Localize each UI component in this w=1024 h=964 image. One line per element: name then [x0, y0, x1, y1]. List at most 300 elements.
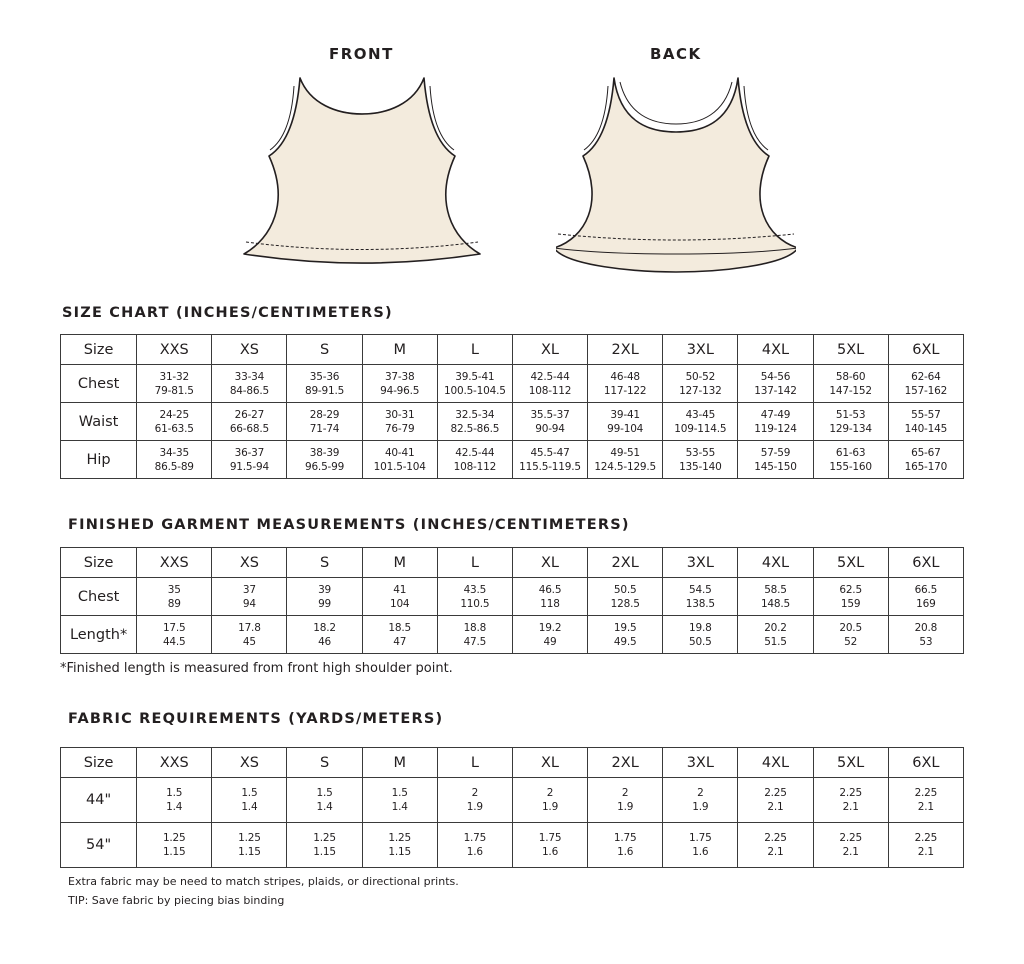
cell-value-imperial: 49-51	[610, 446, 640, 459]
cell-value-imperial: 24-25	[159, 408, 189, 421]
table-cell	[137, 403, 212, 441]
cell-value-imperial: 55-57	[911, 408, 941, 421]
cell-value-imperial: 50-52	[685, 370, 716, 383]
table-cell	[663, 578, 738, 616]
table-cell	[888, 778, 963, 823]
table-cell	[212, 616, 287, 654]
table-row	[61, 823, 964, 868]
size-4xl-header: 4XL	[738, 548, 813, 578]
cell-value-imperial: 19.2	[538, 621, 562, 634]
cell-value-metric: 101.5-104	[373, 460, 426, 473]
table-cell	[437, 365, 512, 403]
table-row	[61, 578, 964, 616]
cell-value-imperial: 1.75	[689, 832, 712, 844]
cell-value-metric: 46	[318, 635, 332, 648]
cell-value-imperial: 33-34	[234, 370, 265, 383]
table-cell	[362, 616, 437, 654]
size-xs-header: XS	[212, 548, 287, 578]
table-cell	[212, 823, 287, 868]
size-l-header: L	[437, 335, 512, 365]
cell-value-imperial: 36-37	[234, 446, 265, 459]
cell-value-imperial: 37	[242, 583, 256, 596]
size-3xl-header: 3XL	[663, 748, 738, 778]
cell-value-imperial: 42.5-44	[455, 446, 495, 459]
table-cell	[512, 578, 587, 616]
cell-value-metric: 90-94	[535, 422, 565, 435]
table-cell	[663, 365, 738, 403]
size-2xl-header: 2XL	[588, 335, 663, 365]
table-row	[61, 441, 964, 479]
size-chart-title: SIZE CHART (INCHES/CENTIMETERS)	[62, 305, 393, 321]
cell-value-metric: 118	[540, 597, 560, 610]
size-xs-header: XS	[212, 335, 287, 365]
cell-value-metric: 159	[840, 597, 861, 610]
cell-value-metric: 1.9	[466, 801, 483, 813]
cell-value-imperial: 2	[621, 787, 629, 799]
table-cell	[888, 441, 963, 479]
table-cell	[588, 616, 663, 654]
table-cell	[588, 823, 663, 868]
header-row	[61, 335, 964, 365]
cell-value-metric: 1.4	[391, 801, 408, 813]
cell-value-imperial: 1.25	[388, 832, 411, 844]
table-cell	[137, 441, 212, 479]
table-cell	[588, 778, 663, 823]
cell-value-imperial: 2.25	[839, 832, 862, 844]
cell-value-imperial: 62-64	[911, 370, 941, 383]
table-cell	[888, 365, 963, 403]
table-cell	[738, 616, 813, 654]
cell-value-imperial: 54-56	[760, 370, 791, 383]
cell-value-metric: 86.5-89	[154, 460, 194, 473]
cell-value-metric: 138.5	[685, 597, 715, 610]
cell-value-metric: 91.5-94	[229, 460, 269, 473]
cell-value-imperial: 51-53	[835, 408, 866, 421]
table-cell	[663, 823, 738, 868]
fabric-tip: TIP: Save fabric by piecing bias binding	[68, 894, 285, 907]
table-cell	[437, 578, 512, 616]
cell-value-imperial: 19.8	[689, 621, 712, 634]
cell-value-metric: 129-134	[829, 422, 872, 435]
cell-value-metric: 128.5	[610, 597, 640, 610]
table-cell	[888, 578, 963, 616]
cell-value-metric: 66-68.5	[229, 422, 269, 435]
cell-value-imperial: 1.5	[241, 787, 258, 799]
table-cell	[888, 823, 963, 868]
cell-value-imperial: 1.5	[391, 787, 408, 799]
back-garment-illustration	[556, 74, 796, 274]
cell-value-imperial: 18.8	[463, 621, 487, 634]
size-4xl-header: 4XL	[738, 748, 813, 778]
size-xxs-header: XXS	[137, 335, 212, 365]
size-l-header: L	[437, 548, 512, 578]
cell-value-metric: 99	[318, 597, 332, 610]
cell-value-imperial: 41	[393, 583, 407, 596]
fabric-note-stripes: Extra fabric may be need to match stripes, plaids, or directional prints.	[68, 875, 459, 888]
cell-value-imperial: 18.2	[313, 621, 336, 634]
cell-value-imperial: 2.25	[914, 787, 938, 799]
cell-value-imperial: 39.5-41	[455, 370, 495, 383]
size-3xl-header: 3XL	[663, 335, 738, 365]
cell-value-metric: 127-132	[679, 384, 722, 397]
table-cell	[137, 616, 212, 654]
table-cell	[287, 578, 362, 616]
table-cell	[437, 441, 512, 479]
cell-value-imperial: 35.5-37	[530, 408, 570, 421]
cell-value-metric: 157-162	[904, 384, 948, 397]
cell-value-imperial: 38-39	[309, 446, 340, 459]
size-s-header: S	[287, 548, 362, 578]
cell-value-imperial: 42.5-44	[530, 370, 570, 383]
cell-value-metric: 47	[393, 635, 407, 648]
size-header-cell: Size	[61, 335, 137, 365]
table-cell	[362, 823, 437, 868]
cell-value-metric: 145-150	[754, 460, 797, 473]
table-cell	[813, 616, 888, 654]
table-cell	[738, 365, 813, 403]
cell-value-metric: 104	[389, 597, 410, 610]
size-m-header: M	[362, 335, 437, 365]
cell-value-imperial: 66.5	[914, 583, 938, 596]
cell-value-metric: 47.5	[463, 635, 487, 648]
table-cell	[212, 578, 287, 616]
table-cell	[738, 823, 813, 868]
cell-value-imperial: 50.5	[613, 583, 637, 596]
cell-value-imperial: 62.5	[839, 583, 862, 596]
cell-value-imperial: 40-41	[384, 446, 415, 459]
table-cell	[813, 578, 888, 616]
cell-value-imperial: 30-31	[384, 408, 415, 421]
cell-value-imperial: 26-27	[234, 408, 265, 421]
cell-value-imperial: 61-63	[835, 446, 866, 459]
table-cell	[287, 778, 362, 823]
cell-value-metric: 94-96.5	[380, 384, 420, 397]
back-label: BACK	[650, 45, 702, 63]
cell-value-imperial: 1.5	[316, 787, 333, 799]
cell-value-imperial: 58.5	[764, 583, 787, 596]
table-cell	[738, 578, 813, 616]
size-s-header: S	[287, 335, 362, 365]
cell-value-metric: 108-112	[528, 384, 572, 397]
cell-value-imperial: 17.5	[162, 621, 186, 634]
table-cell	[588, 403, 663, 441]
cell-value-metric: 100.5-104.5	[444, 384, 506, 397]
size-2xl-header: 2XL	[588, 548, 663, 578]
cell-value-metric: 1.15	[313, 846, 336, 858]
row-label: Chest	[61, 578, 137, 616]
cell-value-imperial: 2.25	[764, 787, 787, 799]
size-6xl-header: 6XL	[888, 748, 963, 778]
table-cell	[813, 365, 888, 403]
size-header-cell: Size	[61, 748, 137, 778]
cell-value-imperial: 46-48	[610, 370, 640, 383]
size-2xl-header: 2XL	[588, 748, 663, 778]
cell-value-metric: 99-104	[607, 422, 644, 435]
fabric-requirements-title: FABRIC REQUIREMENTS (YARDS/METERS)	[68, 711, 444, 727]
table-cell	[287, 823, 362, 868]
cell-value-metric: 2.1	[917, 801, 934, 813]
cell-value-metric: 1.15	[162, 846, 186, 858]
table-cell	[813, 823, 888, 868]
row-label: 44"	[61, 778, 137, 823]
cell-value-imperial: 35	[167, 583, 181, 596]
size-xl-header: XL	[512, 335, 587, 365]
cell-value-imperial: 2	[471, 787, 479, 799]
table-cell	[512, 616, 587, 654]
table-row	[61, 365, 964, 403]
size-m-header: M	[362, 748, 437, 778]
cell-value-metric: 52	[844, 635, 858, 648]
cell-value-metric: 1.6	[466, 846, 483, 858]
cell-value-imperial: 1.25	[313, 832, 336, 844]
cell-value-metric: 1.9	[617, 801, 634, 813]
cell-value-metric: 115.5-119.5	[519, 460, 581, 473]
cell-value-metric: 49.5	[613, 635, 637, 648]
cell-value-metric: 109-114.5	[674, 422, 727, 435]
cell-value-imperial: 20.8	[914, 621, 938, 634]
table-cell	[738, 441, 813, 479]
row-label: Hip	[61, 441, 137, 479]
table-cell	[212, 403, 287, 441]
cell-value-metric: 1.6	[541, 846, 559, 858]
size-xl-header: XL	[512, 748, 587, 778]
front-garment-body	[244, 78, 480, 263]
size-6xl-header: 6XL	[888, 548, 963, 578]
table-cell	[137, 778, 212, 823]
cell-value-imperial: 57-59	[760, 446, 791, 459]
size-xs-header: XS	[212, 748, 287, 778]
cell-value-metric: 49	[543, 635, 557, 648]
cell-value-imperial: 2.25	[839, 787, 862, 799]
row-label: 54"	[61, 823, 137, 868]
cell-value-imperial: 53-55	[685, 446, 716, 459]
cell-value-metric: 1.15	[238, 846, 261, 858]
table-cell	[287, 616, 362, 654]
cell-value-metric: 119-124	[754, 422, 797, 435]
cell-value-metric: 45	[242, 635, 256, 648]
cell-value-imperial: 1.75	[538, 832, 562, 844]
cell-value-metric: 1.4	[166, 801, 183, 813]
cell-value-metric: 61-63.5	[154, 422, 194, 435]
size-5xl-header: 5XL	[813, 548, 888, 578]
table-cell	[437, 823, 512, 868]
cell-value-metric: 1.4	[241, 801, 258, 813]
table-cell	[212, 778, 287, 823]
cell-value-metric: 137-142	[754, 384, 797, 397]
table-cell	[512, 823, 587, 868]
table-cell	[512, 365, 587, 403]
header-row	[61, 748, 964, 778]
cell-value-metric: 135-140	[679, 460, 722, 473]
table-cell	[512, 778, 587, 823]
cell-value-imperial: 1.25	[238, 832, 261, 844]
cell-value-metric: 140-145	[904, 422, 948, 435]
size-xxs-header: XXS	[137, 548, 212, 578]
table-cell	[362, 578, 437, 616]
cell-value-metric: 108-112	[453, 460, 497, 473]
cell-value-imperial: 1.75	[613, 832, 637, 844]
front-label: FRONT	[329, 45, 394, 63]
cell-value-metric: 94	[242, 597, 256, 610]
cell-value-imperial: 28-29	[309, 408, 340, 421]
cell-value-metric: 79-81.5	[154, 384, 194, 397]
cell-value-imperial: 37-38	[384, 370, 415, 383]
table-cell	[813, 441, 888, 479]
table-cell	[362, 403, 437, 441]
table-row	[61, 778, 964, 823]
back-neck-facing	[620, 82, 732, 124]
table-cell	[287, 403, 362, 441]
cell-value-metric: 124.5-129.5	[594, 460, 657, 473]
cell-value-imperial: 32.5-34	[455, 408, 495, 421]
row-label: Length*	[61, 616, 137, 654]
cell-value-metric: 50.5	[689, 635, 712, 648]
table-cell	[287, 441, 362, 479]
table-cell	[588, 578, 663, 616]
table-cell	[512, 403, 587, 441]
cell-value-metric: 89-91.5	[304, 384, 345, 397]
cell-value-metric: 148.5	[760, 597, 791, 610]
cell-value-imperial: 20.2	[764, 621, 787, 634]
cell-value-metric: 89	[167, 597, 181, 610]
cell-value-metric: 1.6	[692, 846, 709, 858]
table-cell	[813, 778, 888, 823]
size-5xl-header: 5XL	[813, 748, 888, 778]
size-header-cell: Size	[61, 548, 137, 578]
table-cell	[212, 365, 287, 403]
table-row	[61, 403, 964, 441]
cell-value-imperial: 1.25	[162, 832, 186, 844]
cell-value-imperial: 2	[546, 787, 554, 799]
table-cell	[362, 441, 437, 479]
size-l-header: L	[437, 748, 512, 778]
table-cell	[588, 441, 663, 479]
cell-value-metric: 169	[916, 597, 936, 610]
cell-value-metric: 53	[919, 635, 933, 648]
cell-value-imperial: 19.5	[613, 621, 637, 634]
size-6xl-header: 6XL	[888, 335, 963, 365]
row-label: Chest	[61, 365, 137, 403]
table-cell	[362, 365, 437, 403]
table-cell	[663, 403, 738, 441]
table-cell	[437, 403, 512, 441]
cell-value-metric: 117-122	[603, 384, 647, 397]
cell-value-imperial: 65-67	[911, 446, 941, 459]
cell-value-metric: 155-160	[829, 460, 872, 473]
cell-value-imperial: 18.5	[388, 621, 411, 634]
size-m-header: M	[362, 548, 437, 578]
table-cell	[137, 823, 212, 868]
table-cell	[663, 616, 738, 654]
cell-value-imperial: 54.5	[689, 583, 712, 596]
table-cell	[137, 578, 212, 616]
cell-value-imperial: 35-36	[309, 370, 340, 383]
table-cell	[362, 778, 437, 823]
cell-value-imperial: 46.5	[538, 583, 562, 596]
table-row	[61, 616, 964, 654]
cell-value-imperial: 1.75	[463, 832, 487, 844]
size-xxs-header: XXS	[137, 748, 212, 778]
cell-value-metric: 1.9	[541, 801, 559, 813]
cell-value-imperial: 34-35	[159, 446, 189, 459]
front-garment-illustration	[242, 74, 482, 274]
size-xl-header: XL	[512, 548, 587, 578]
cell-value-imperial: 43.5	[463, 583, 487, 596]
cell-value-metric: 2.1	[767, 846, 784, 858]
table-cell	[738, 403, 813, 441]
size-3xl-header: 3XL	[663, 548, 738, 578]
finished-measurements-title: FINISHED GARMENT MEASUREMENTS (INCHES/CENTIMETERS)	[68, 517, 630, 533]
cell-value-imperial: 20.5	[839, 621, 862, 634]
cell-value-imperial: 31-32	[159, 370, 189, 383]
cell-value-metric: 96.5-99	[304, 460, 345, 473]
table-cell	[437, 778, 512, 823]
finished-footnote: *Finished length is measured from front high shoulder point.	[60, 661, 453, 676]
cell-value-imperial: 47-49	[760, 408, 791, 421]
cell-value-metric: 1.9	[692, 801, 709, 813]
cell-value-metric: 84-86.5	[229, 384, 269, 397]
cell-value-imperial: 45.5-47	[530, 446, 570, 459]
cell-value-metric: 1.6	[617, 846, 634, 858]
table-cell	[813, 403, 888, 441]
cell-value-metric: 165-170	[904, 460, 948, 473]
cell-value-metric: 2.1	[767, 801, 784, 813]
table-cell	[888, 616, 963, 654]
cell-value-imperial: 2.25	[914, 832, 938, 844]
row-label: Waist	[61, 403, 137, 441]
table-cell	[287, 365, 362, 403]
fabric-requirements-table	[60, 747, 964, 868]
cell-value-imperial: 39-41	[610, 408, 640, 421]
cell-value-metric: 44.5	[162, 635, 186, 648]
size-5xl-header: 5XL	[813, 335, 888, 365]
cell-value-metric: 2.1	[842, 846, 859, 858]
table-cell	[738, 778, 813, 823]
cell-value-metric: 76-79	[384, 422, 415, 435]
cell-value-metric: 1.4	[316, 801, 333, 813]
table-cell	[888, 403, 963, 441]
header-row	[61, 548, 964, 578]
table-cell	[137, 365, 212, 403]
cell-value-metric: 1.15	[388, 846, 411, 858]
cell-value-imperial: 1.5	[166, 787, 183, 799]
cell-value-metric: 110.5	[460, 597, 490, 610]
cell-value-metric: 51.5	[764, 635, 787, 648]
size-chart-table	[60, 334, 964, 479]
size-s-header: S	[287, 748, 362, 778]
cell-value-imperial: 2	[697, 787, 704, 799]
cell-value-metric: 2.1	[842, 801, 859, 813]
cell-value-metric: 2.1	[917, 846, 934, 858]
table-cell	[212, 441, 287, 479]
cell-value-metric: 147-152	[829, 384, 872, 397]
cell-value-imperial: 2.25	[764, 832, 787, 844]
table-cell	[663, 441, 738, 479]
table-cell	[663, 778, 738, 823]
cell-value-imperial: 43-45	[685, 408, 716, 421]
back-garment-body	[556, 78, 796, 272]
table-cell	[588, 365, 663, 403]
cell-value-metric: 82.5-86.5	[450, 422, 500, 435]
table-cell	[512, 441, 587, 479]
table-cell	[437, 616, 512, 654]
cell-value-metric: 71-74	[309, 422, 340, 435]
size-4xl-header: 4XL	[738, 335, 813, 365]
finished-measurements-table	[60, 547, 964, 654]
cell-value-imperial: 58-60	[835, 370, 866, 383]
cell-value-imperial: 39	[318, 583, 332, 596]
cell-value-imperial: 17.8	[238, 621, 261, 634]
